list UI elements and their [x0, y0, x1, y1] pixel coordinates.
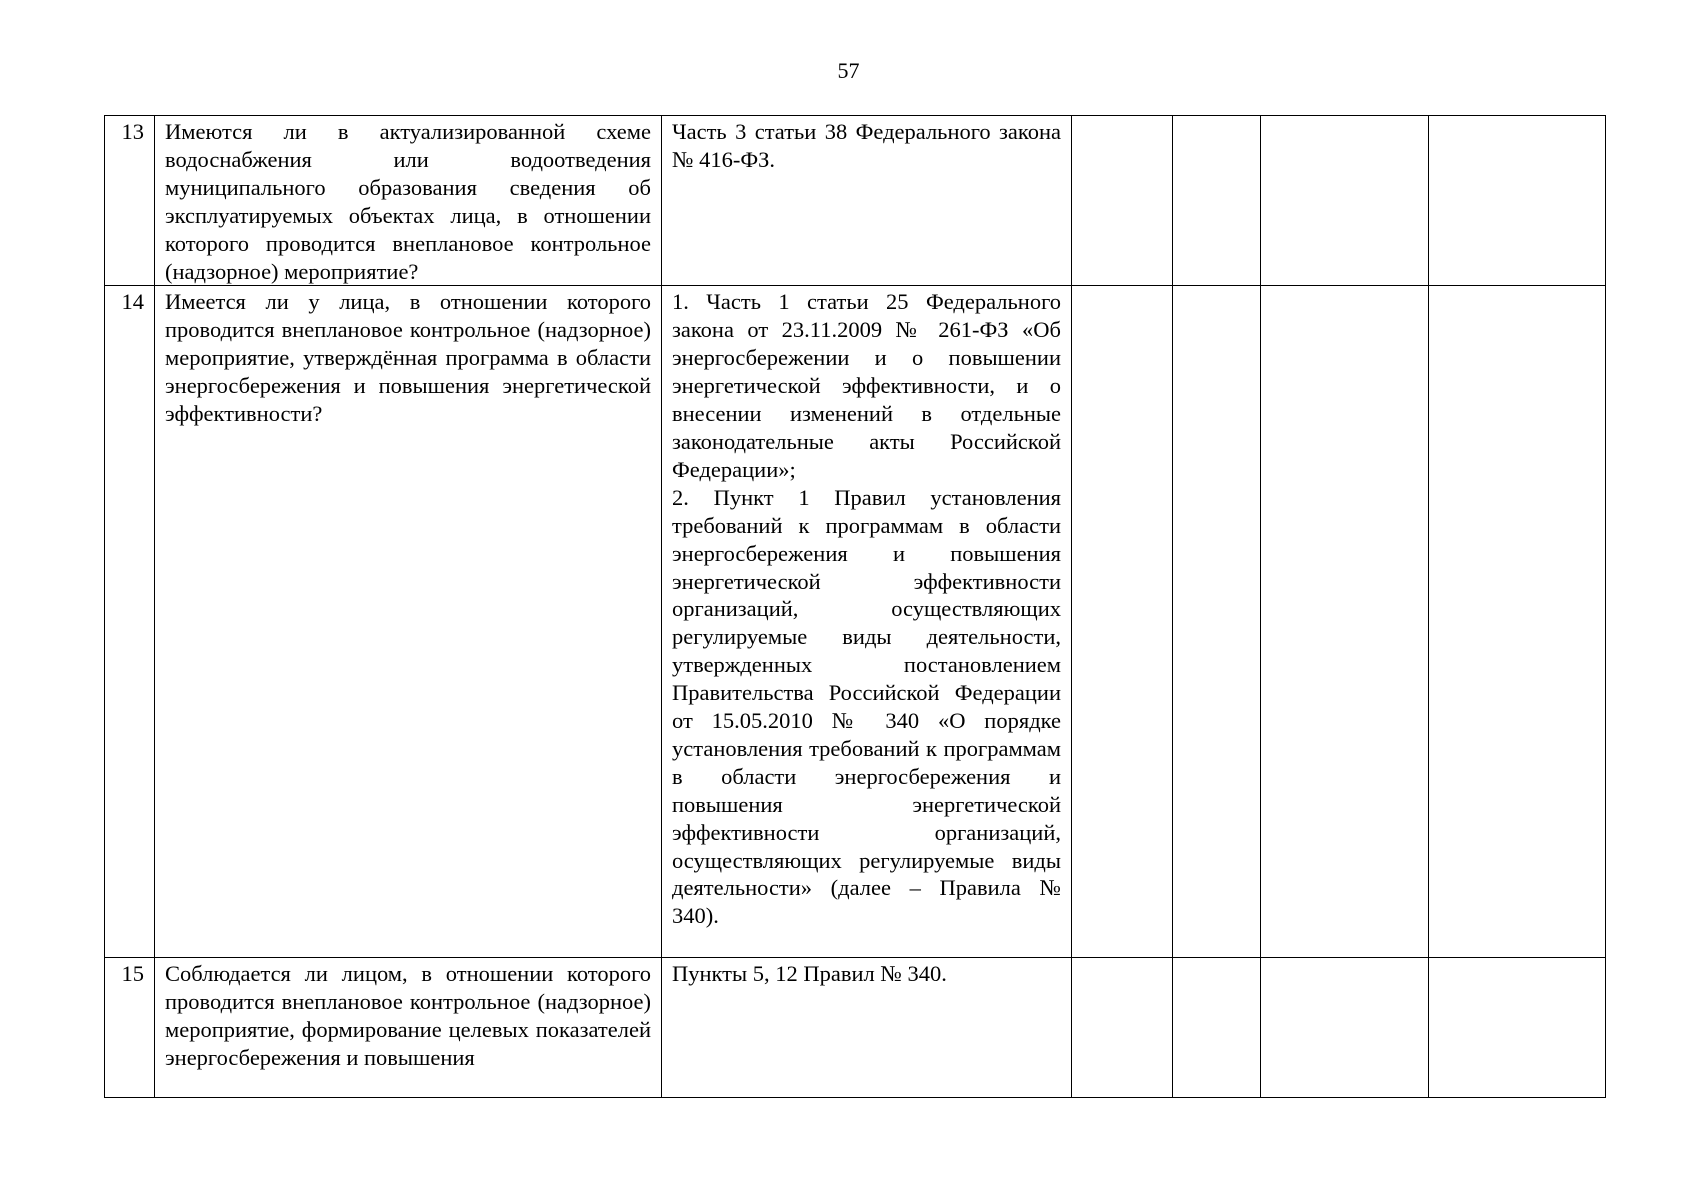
checklist-table [104, 115, 1606, 1098]
empty-cell [1429, 958, 1606, 1098]
empty-cell [1173, 958, 1261, 1098]
empty-cell [1261, 286, 1429, 958]
legal-reference-cell [662, 958, 1072, 1098]
legal-reference: Часть 3 статьи 38 Федерального закона № 416-ФЗ. [672, 119, 1061, 172]
legal-reference-cell [662, 286, 1072, 958]
legal-reference-cell [662, 116, 1072, 286]
empty-cell [1072, 958, 1173, 1098]
table-row [105, 286, 1606, 958]
empty-cell [1173, 286, 1261, 958]
table-row [105, 958, 1606, 1098]
row-number: 13 [105, 116, 155, 286]
row-number: 14 [105, 286, 155, 958]
legal-reference: 2. Пункт 1 Правил установления требований к программам в области энергосбережения и повышения энергетической эффективности организаций, осуществляющих регулируемые виды деятельности, утвержденных постановлением Правительства Российской Федерации от 15.05.2010 № 340 «О порядке установления требований к программам в области энергосбережения и повышения энергетической эффективности организаций, осуществляющих регулируемые виды деятельности» (далее – Правила № 340). [672, 484, 1061, 929]
empty-cell [1072, 286, 1173, 958]
table-row [105, 116, 1606, 286]
empty-cell [1261, 116, 1429, 286]
question-cell: Имеются ли в актуализированной схеме водоснабжения или водоотведения муниципального образования сведения об эксплуатируемых объектах лица, в отношении которого проводится внеплановое контрольное (надзорное) мероприятие? [155, 116, 662, 286]
question-cell: Имеется ли у лица, в отношении которого проводится внеплановое контрольное (надзорное) мероприятие, утверждённая программа в области энергосбережения и повышения энергетической эффективности? [155, 286, 662, 958]
empty-cell [1429, 116, 1606, 286]
legal-reference: Пункты 5, 12 Правил № 340. [672, 961, 947, 987]
empty-cell [1261, 958, 1429, 1098]
question-cell: Соблюдается ли лицом, в отношении которого проводится внеплановое контрольное (надзорное) мероприятие, формирование целевых показателей энергосбережения и повышения [155, 958, 662, 1098]
row-number: 15 [105, 958, 155, 1098]
empty-cell [1072, 116, 1173, 286]
empty-cell [1173, 116, 1261, 286]
empty-cell [1429, 286, 1606, 958]
legal-reference: 1. Часть 1 статьи 25 Федерального закона от 23.11.2009 № 261-ФЗ «Об энергосбережении и о повышении энергетической эффективности, и о внесении изменений в отдельные законодательные акты Российской Федерации»; [672, 289, 1061, 482]
page-number: 57 [837, 58, 860, 83]
